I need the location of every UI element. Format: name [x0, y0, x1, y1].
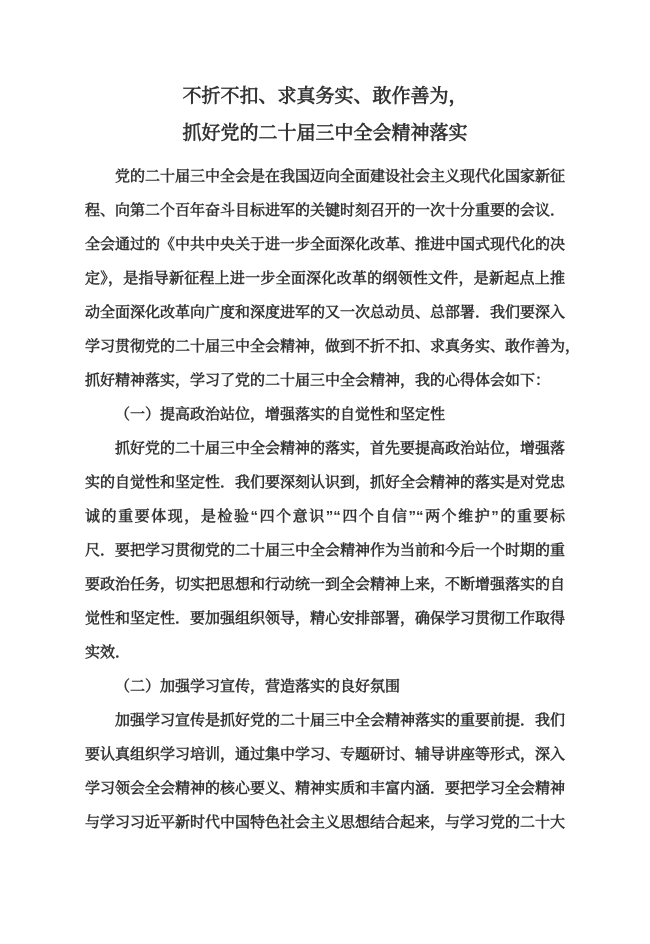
text-line: 实的自觉性和坚定性．我们要深刻认识到，抓好全会精神的落实是对党忠 — [85, 474, 566, 491]
section-heading-1 — [85, 398, 565, 432]
text-line: 要政治任务，切实把思想和行动统一到全会精神上来，不断增强落实的自 — [85, 576, 566, 593]
section-heading-text: （一）提高政治站位，增强落实的自觉性和坚定性 — [115, 406, 446, 423]
title-line-2: 抓好党的二十届三中全会精神落实 — [182, 123, 468, 144]
text-line: 党的二十届三中全会是在我国迈向全面建设社会主义现代化国家新征 — [115, 168, 566, 185]
paragraph-3 — [85, 704, 565, 840]
text-line: 诚的重要体现，是检验“四个意识”“四个自信”“两个维护”的重要标 — [85, 508, 565, 525]
text-line: 学习贯彻党的二十届三中全会精神，做到不折不扣、求真务实、敢作善为， — [85, 338, 581, 355]
text-line: 与学习习近平新时代中国特色社会主义思想结合起来，与学习党的二十大 — [85, 814, 566, 831]
section-heading-text: （二）加强学习宣传，营造落实的良好氛围 — [115, 678, 401, 695]
title-line-1: 不折不扣、求真务实、敢作善为， — [182, 86, 468, 107]
text-line: 加强学习宣传是抓好党的二十届三中全会精神落实的重要前提．我们 — [115, 712, 566, 729]
text-line: 尺．要把学习贯彻党的二十届三中全会精神作为当前和今后一个时期的重 — [85, 542, 566, 559]
section-heading-2 — [85, 670, 565, 704]
text-line: 学习领会全会精神的核心要义、精神实质和丰富内涵．要把学习全会精神 — [85, 780, 566, 797]
text-line: 抓好精神落实，学习了党的二十届三中全会精神，我的心得体会如下： — [85, 372, 551, 389]
text-line: 觉性和坚定性．要加强组织领导，精心安排部署，确保学习贯彻工作取得 — [85, 610, 566, 627]
text-line: 实效． — [85, 644, 131, 661]
text-line: 抓好党的二十届三中全会精神的落实，首先要提高政治站位，增强落 — [115, 440, 566, 457]
paragraph-1 — [85, 160, 581, 398]
text-line: 要认真组织学习培训，通过集中学习、专题研讨、辅导讲座等形式，深入 — [85, 746, 566, 763]
text-line: 程、向第二个百年奋斗目标进军的关键时刻召开的一次十分重要的会议． — [85, 202, 566, 219]
text-line: 定》，是指导新征程上进一步全面深化改革的纲领性文件，是新起点上推 — [85, 270, 565, 287]
document-body — [85, 160, 581, 840]
paragraph-2 — [85, 432, 565, 670]
text-line: 全会通过的《中共中央关于进一步全面深化改革、推进中国式现代化的决 — [85, 236, 566, 253]
document-title — [85, 78, 565, 152]
text-line: 动全面深化改革向广度和深度进军的又一次总动员、总部署．我们要深入 — [85, 304, 566, 321]
